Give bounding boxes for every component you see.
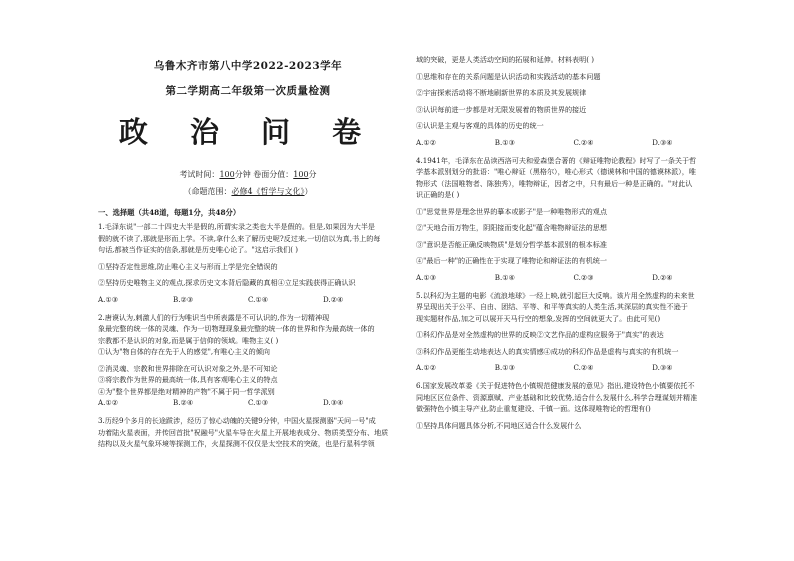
question-5 (416, 290, 731, 374)
statement: ②宇宙探索活动将不断地刷新世界的本质及其发展规律 (416, 88, 587, 97)
question-line: 界呈现出关于公平、自由、团结、平等、和平等真实的人类生活,其深层的真实性不逊于 (416, 302, 688, 311)
option-d: D.②④ (652, 272, 673, 282)
scope-value: 必修4《哲学与文化》 (231, 187, 305, 196)
option-d: D.③④ (652, 363, 673, 372)
option-c: C.①③ (248, 398, 269, 407)
school-year-title: 乌鲁木齐市第八中学2022-2023学年 (153, 60, 343, 72)
time-label: 考试时间： (179, 170, 220, 179)
statement: ①科幻作品是对全然虚构的世界的反映②文艺作品的虚构应服务于"真实"的表达 (416, 330, 664, 339)
section-heading: 一、选择题（共48道，每题1分，共48分） (98, 208, 241, 217)
question-line: 1.毛泽东说"一部二十四史大半是假的,所谓实录之类也大半是假的。但是,如果因为大半是 (98, 222, 376, 231)
question-line: 句话,都被当作证实的信条,那就是历史唯心论了。"这启示我们( ) (98, 245, 298, 254)
option-b: B.②④ (173, 398, 194, 407)
statement: ④认识是主观与客观的具体的历史的统一 (416, 121, 544, 130)
paper-title: 政 治 问 卷 (118, 115, 378, 149)
answer-options (416, 272, 731, 283)
question-line: 学基本派别划分的批语："唯心辩证（黑格尔），唯心形式（德谟林和中国的德谟林派），唯 (416, 167, 696, 176)
option-b: B.①③ (494, 137, 515, 147)
option-c: C.②④ (573, 363, 594, 372)
question-3-continued (416, 54, 731, 148)
left-column (98, 50, 398, 450)
time-value: 100 (219, 170, 235, 179)
question-line: 象最完整的统一体的灵魂、作为一切物理现象最完整的统一体的世界和作为最高统一体的 (98, 324, 375, 333)
statement: ③将宗教作为世界的最高统一体,具有客观唯心主义的特点 (98, 375, 278, 384)
question-line: 结构以及火星气象环境等探测工作，火星探测不仅仅是太空技术的突破，也是行星科学领 (98, 439, 375, 448)
option-a: A.①② (98, 398, 119, 407)
option-b: B.①③ (494, 363, 515, 372)
statement: ③"意识是否能正确反映物质"是划分哲学基本派别的根本标准 (416, 239, 607, 249)
scope-line: （命题范围：必修4《哲学与文化》） (183, 187, 313, 196)
statement: ①"思觉世界是理念世界的摹本或影子"是一种唯物形式的观点 (416, 206, 607, 216)
option-c: C.②③ (573, 272, 594, 282)
question-line: 识正确的是( ) (416, 190, 460, 199)
statement: ②坚持历史唯物主义的观点,探求历史文本背后隐藏的真相④立足实践获得正确认识 (98, 278, 356, 287)
question-line: 4.1941年，毛泽东在品读西洛可夫和爱森堡合著的《辩证唯物论教程》时写了一条关于哲 (416, 155, 697, 165)
question-line: 同地区区位条件、资源禀赋、产业基础和比较优势,适合什么发展什么,科学合理谋划并精准 (416, 392, 698, 402)
statement: ③科幻作品更能生动地表达人的真实情感④成功的科幻作品是虚构与真实的有机统一 (416, 346, 679, 356)
exam-subtitle: 第二学期高二年级第一次质量检测 (165, 85, 331, 97)
option-d: D.②④ (323, 294, 344, 304)
score-unit: 分 (308, 170, 317, 179)
statement: ①认为"物自体的存在先于人的感觉",有唯心主义的倾向 (98, 347, 270, 356)
question-6 (416, 380, 731, 431)
question-line: 现实题材作品,加之可以展开天马行空的想象,发挥的空间就更大了。由此可见() (416, 313, 661, 323)
option-c: C.②④ (573, 137, 594, 147)
answer-options (98, 397, 398, 408)
question-2 (98, 312, 398, 409)
option-c: C.①④ (248, 294, 269, 304)
question-line: 2.唐谟认为,刺激人们的行为唯识当中所表露是不可认识的,作为一切精神现 (98, 312, 330, 322)
question-line: 做强特色小镇主导产业,防止重复建设、千镇一面。这体现唯物论的哲理有() (416, 404, 651, 413)
answer-options (98, 294, 398, 305)
statement: ①思维和存在的关系问题是认识活动和实践活动的基本问题 (416, 71, 601, 81)
question-line: 域的突破，更是人类活动空间的拓展和延伸。材料表明( ) (416, 55, 595, 64)
option-a: A.①③ (416, 272, 437, 282)
statement: ①坚持否定性思维,防止唯心主义与形而上学是完全错误的 (98, 261, 278, 271)
question-line: 功着陆火星表面，并传回首批"祝融号"火星车导在火星上开展地表成分、物质类型分布、地质 (98, 427, 389, 437)
right-column (416, 52, 731, 431)
question-line: 物形式（法国唯物者、陈独秀），唯物辩证，因者之中，只有最后一种是正确的。"对此认 (416, 178, 693, 188)
question-line: 5.以科幻为主题的电影《流浪地球》一经上映,就引起巨大反响。该片用全然虚构的未来世 (416, 290, 695, 300)
statement: ②消灵魂、宗教和世界排除在可认识对象之外,是不可知论 (98, 363, 278, 373)
question-line: 宗教都不是认识的对象,而是属于信仰的领域。唯物主义( ) (98, 335, 279, 345)
statement: ④"最后一种"的正确性在于实现了唯物论和辩证法的有机统一 (416, 256, 607, 265)
option-a: A.①③ (98, 294, 119, 304)
time-unit: 分钟 卷面分值： (234, 170, 294, 179)
option-a: A.①② (416, 363, 437, 372)
option-b: B.②③ (173, 294, 194, 304)
statement: ④为"整个世界都是绝对精神的产物"不属于同一哲学派别 (98, 386, 275, 396)
question-line: 3.历经9个多月的长途跋涉，经历了惊心动魄的关键9分钟，中国火星探测器"天问一号"成 (98, 416, 376, 425)
question-line: 6.国家发展改革委《关于促进特色小镇规范健康发展的意见》指出,建设特色小镇要依托不 (416, 381, 695, 390)
answer-options (416, 362, 731, 373)
question-1 (98, 221, 398, 305)
question-3 (98, 415, 398, 450)
option-d: D.③④ (652, 137, 673, 147)
option-d: D.③④ (323, 398, 344, 407)
statement: ①坚持具体问题具体分析,不同地区适合什么发展什么 (416, 420, 582, 430)
answer-options (416, 137, 731, 148)
option-a: A.①② (416, 137, 437, 147)
score-value: 100 (293, 170, 309, 179)
option-b: B.①④ (494, 272, 515, 282)
exam-meta (98, 169, 398, 180)
question-line: 假的就不读了,那就是形而上学。不读,拿什么来了解历史呢?反过来,一切信以为真,书上的每 (98, 233, 381, 243)
question-4 (416, 155, 731, 283)
statement: ②"天地合而万物生，阴阳接而变化起"蕴含唯物辩证法的思想 (416, 223, 607, 232)
statement: ③认识每前进一步都是对无限发展着的物质世界的接近 (416, 104, 587, 114)
